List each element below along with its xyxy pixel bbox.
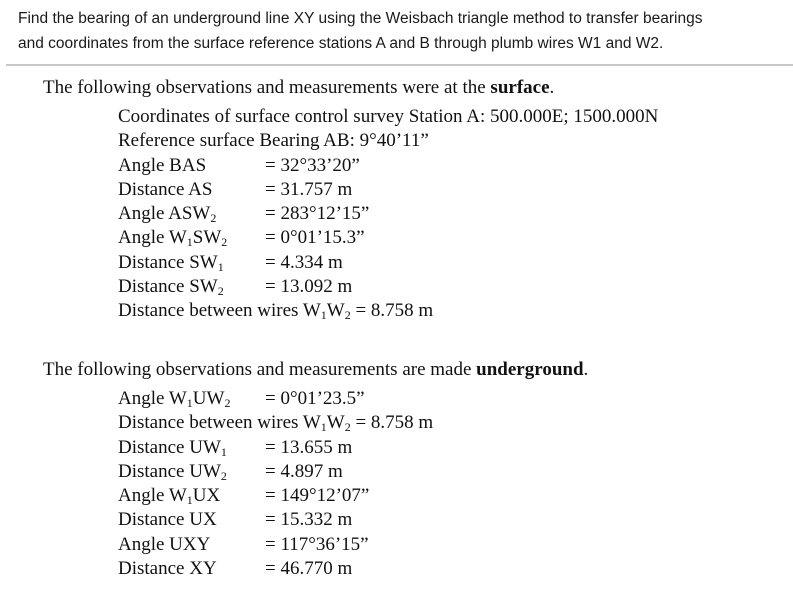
distance-uw2-value: = 4.897 m <box>265 460 343 482</box>
distance-xy-label: Distance XY <box>118 558 217 580</box>
underground-wire-distance: Distance between wires $W_1W_2 = 8.758$ m <box>118 412 434 435</box>
surface-heading-bold: surface <box>490 77 550 98</box>
distance-sw2-value: = 13.092 m <box>265 276 353 298</box>
distance-sw1-value: = 4.334 m <box>265 251 343 273</box>
angle-w1sw2-label: Angle $W_1SW_2$ <box>118 227 228 250</box>
reference-bearing: Reference surface Bearing AB: 9°40’11” <box>118 130 429 152</box>
angle-bas-value: = 32°33’20” <box>265 154 360 176</box>
distance-uw1-value: = 13.655 m <box>265 436 353 458</box>
surface-heading: The following observations and measurements were at the surface. <box>43 77 555 98</box>
problem-line-1: Find the bearing of an underground line XY using the Weisbach triangle method to transfer bearings <box>18 10 703 27</box>
distance-ux-value: = 15.332 m <box>265 509 353 531</box>
distance-sw1-label: Distance $SW_1$ <box>118 251 224 274</box>
angle-w1ux-value: = 149°12’07” <box>265 485 370 507</box>
angle-asw2-label: Angle $ASW_2$ <box>118 203 217 226</box>
problem-statement <box>18 6 783 56</box>
surface-wire-distance: Distance between wires $W_1W_2 = 8.758$ m <box>118 300 434 323</box>
distance-uw2-label: Distance $UW_2$ <box>118 460 227 483</box>
angle-w1sw2-value: = 0°01’15.3” <box>265 227 365 249</box>
distance-sw2-label: Distance $SW_2$ <box>118 276 224 299</box>
angle-uxy-value: = 117°36’15” <box>265 533 369 555</box>
distance-as-label: Distance AS <box>118 178 213 200</box>
underground-heading-bold: underground <box>476 359 584 380</box>
underground-heading: The following observations and measurements are made underground. <box>43 359 589 380</box>
angle-w1ux-label: Angle $W_1UX$ <box>118 485 221 508</box>
distance-uw1-label: Distance $UW_1$ <box>118 436 227 459</box>
angle-w1uw2-value: = 0°01’23.5” <box>265 388 365 409</box>
angle-asw2-value: = 283°12’15” <box>265 203 370 225</box>
distance-as-value: = 31.757 m <box>265 178 353 200</box>
distance-ux-label: Distance UX <box>118 509 217 531</box>
angle-uxy-label: Angle UXY <box>118 533 211 555</box>
surface-coords: Coordinates of surface control survey Station A: 500.000E; 1500.000N <box>118 106 659 127</box>
angle-w1uw2-label: Angle $W_1UW_2$ <box>118 388 231 410</box>
distance-xy-value: = 46.770 m <box>265 558 353 580</box>
problem-line-2: and coordinates from the surface reference stations A and B through plumb wires W1 and W2. <box>18 35 664 52</box>
divider <box>6 64 793 66</box>
angle-bas-label: Angle BAS <box>118 154 207 176</box>
